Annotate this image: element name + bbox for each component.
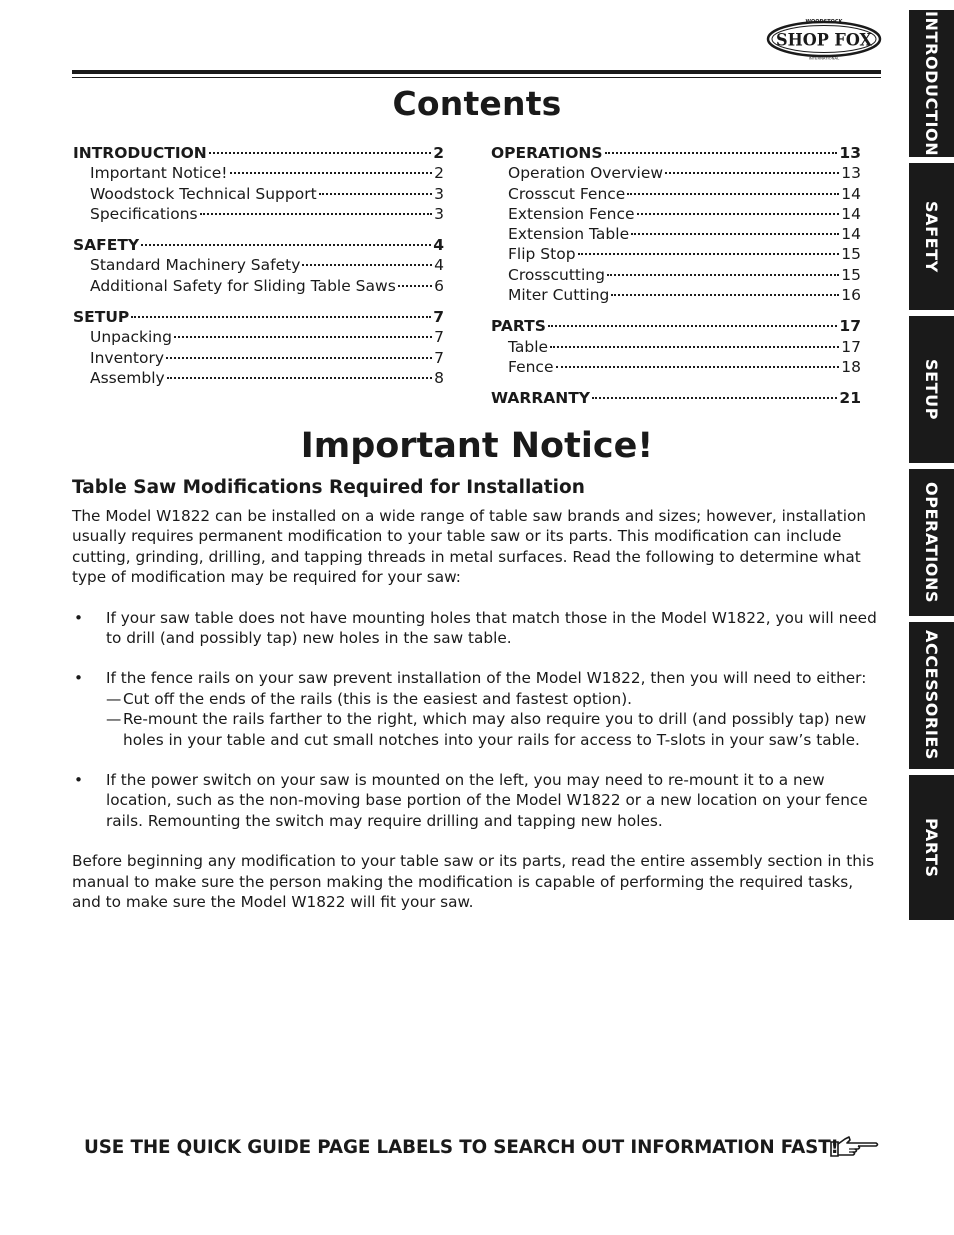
bullet-text: If the fence rails on your saw prevent installation of the Model W1822, then you will need to either: bbox=[106, 669, 867, 688]
dot-leader bbox=[611, 294, 839, 296]
bullet-item bbox=[72, 770, 880, 831]
toc-entry-label: Fence bbox=[508, 357, 554, 376]
notice-body bbox=[72, 506, 880, 913]
shop-fox-logo bbox=[766, 14, 882, 64]
toc-entry-page: 15 bbox=[841, 245, 861, 264]
dot-leader bbox=[174, 336, 432, 338]
toc-entry[interactable] bbox=[73, 184, 444, 204]
toc-entry-label: Additional Safety for Sliding Table Saws bbox=[90, 276, 396, 295]
tab-label: PARTS bbox=[922, 817, 941, 878]
toc-entry-page: 16 bbox=[841, 286, 861, 305]
toc-entry-page: 7 bbox=[434, 348, 444, 367]
tab-label: INTRODUCTION bbox=[922, 10, 941, 157]
toc-heading-label: SAFETY bbox=[73, 236, 140, 255]
sub-item-text: Re-mount the rails farther to the right, which may also require you to drill (and possibly tap) new holes in your table and cut small notches into your rails for access to T-slots in your saw’s table. bbox=[123, 710, 867, 749]
notice-closing: Before beginning any modification to your table saw or its parts, read the entire assembly section in this manual to make sure the person making the modification is capable of performing the required tasks, and to make sure the Model W1822 will fit your saw. bbox=[72, 852, 875, 912]
dot-leader bbox=[637, 213, 840, 215]
pointing-hand-icon bbox=[828, 1134, 880, 1160]
tab-introduction[interactable] bbox=[909, 10, 954, 157]
notice-title: Important Notice! bbox=[300, 426, 654, 466]
toc-heading-label: OPERATIONS bbox=[491, 144, 603, 162]
tab-safety[interactable] bbox=[909, 163, 954, 310]
header-rule bbox=[72, 70, 881, 74]
toc-entry-label: Woodstock Technical Support bbox=[90, 184, 317, 203]
toc-heading[interactable] bbox=[73, 143, 444, 163]
contents-title: Contents bbox=[392, 84, 562, 123]
toc-entry-label: Table bbox=[508, 337, 549, 356]
toc-heading[interactable] bbox=[491, 388, 861, 408]
toc-section bbox=[491, 316, 861, 377]
dot-leader bbox=[302, 264, 432, 266]
dot-leader bbox=[166, 357, 432, 359]
dot-leader bbox=[548, 325, 838, 327]
dot-leader bbox=[550, 346, 839, 348]
toc-entry-label: Flip Stop bbox=[508, 245, 576, 264]
toc-entry-page: 13 bbox=[841, 164, 861, 183]
sub-item-text: Cut off the ends of the rails (this is the easiest and fastest option). bbox=[123, 689, 633, 708]
toc-entry-page: 14 bbox=[841, 204, 861, 223]
dot-leader bbox=[631, 233, 839, 235]
toc-entry-page: 6 bbox=[434, 276, 444, 295]
dot-leader bbox=[167, 377, 432, 379]
dot-leader bbox=[319, 193, 432, 195]
toc-entry[interactable] bbox=[491, 224, 861, 244]
toc-entry-label: Extension Fence bbox=[508, 204, 635, 223]
toc-heading-label: SETUP bbox=[73, 308, 130, 327]
toc-entry[interactable] bbox=[491, 244, 861, 264]
dash-mark: — bbox=[106, 689, 122, 708]
toc-heading-label: PARTS bbox=[491, 317, 546, 336]
toc-entry[interactable] bbox=[491, 357, 861, 377]
toc-left-column bbox=[73, 143, 444, 399]
dot-leader bbox=[131, 316, 431, 318]
toc-entry-page: 7 bbox=[434, 328, 444, 347]
logo-text: SHOP FOX bbox=[776, 30, 873, 51]
dot-leader bbox=[605, 152, 838, 154]
tab-parts[interactable] bbox=[909, 775, 954, 920]
toc-entry-page: 2 bbox=[434, 164, 444, 183]
toc-entry-page: 15 bbox=[841, 265, 861, 284]
toc-entry[interactable] bbox=[73, 163, 444, 183]
notice-intro: The Model W1822 can be installed on a wide range of table saw brands and sizes; however, installation usually requires permanent modification to your table saw or its parts. This modification can include cutting, grinding, drilling, and tapping threads in metal surfaces. Read the following to determine what type of modification may be required for your saw: bbox=[72, 507, 867, 587]
dot-leader bbox=[578, 253, 840, 255]
bullet-item bbox=[72, 668, 880, 750]
toc-entry-label: Miter Cutting bbox=[508, 286, 610, 305]
bullet-text: If your saw table does not have mounting holes that match those in the Model W1822, you will need to drill (and possibly tap) new holes in the saw table. bbox=[106, 608, 877, 648]
dot-leader bbox=[665, 172, 839, 174]
toc-heading-label: INTRODUCTION bbox=[73, 144, 207, 162]
dot-leader bbox=[200, 213, 433, 215]
toc-heading[interactable] bbox=[491, 316, 861, 336]
logo-arc-bottom: INTERNATIONAL bbox=[808, 55, 840, 61]
toc-section bbox=[491, 388, 861, 408]
toc-entry[interactable] bbox=[491, 285, 861, 305]
dash-mark: — bbox=[106, 710, 122, 729]
toc-section bbox=[73, 143, 444, 224]
toc-entry[interactable] bbox=[73, 204, 444, 224]
toc-entry-label: Standard Machinery Safety bbox=[90, 256, 301, 275]
bullet-mark: • bbox=[74, 771, 84, 790]
dot-leader bbox=[556, 366, 840, 368]
bullet-text: If the power switch on your saw is mounted on the left, you may need to re-mount it to a new location, such as the non-moving base portion of the Model W1822 or a new location on your fence rails. Remounting the switch may require drilling and tapping new holes. bbox=[106, 771, 868, 830]
toc-entry-page: 18 bbox=[841, 357, 861, 376]
tab-accessories[interactable] bbox=[909, 622, 954, 769]
toc-entry-label: Crosscutting bbox=[508, 265, 605, 284]
bullet-mark: • bbox=[74, 669, 84, 688]
quick-guide-note: USE THE QUICK GUIDE PAGE LABELS TO SEARCH OUT INFORMATION FAST! bbox=[84, 1137, 839, 1158]
toc-entry-label: Important Notice! bbox=[90, 164, 228, 183]
toc-heading-page: 21 bbox=[839, 389, 861, 408]
tab-label: ACCESSORIES bbox=[922, 630, 941, 761]
toc-entry[interactable] bbox=[491, 184, 861, 204]
toc-heading[interactable] bbox=[491, 143, 861, 163]
header-rule-thin bbox=[72, 77, 881, 78]
tab-label: SETUP bbox=[922, 358, 941, 421]
toc-entry[interactable] bbox=[73, 255, 444, 275]
toc-heading[interactable] bbox=[73, 307, 444, 327]
toc-entry[interactable] bbox=[491, 265, 861, 285]
toc-entry[interactable] bbox=[73, 348, 444, 368]
toc-heading[interactable] bbox=[73, 235, 444, 255]
toc-entry-label: Operation Overview bbox=[508, 164, 664, 183]
toc-entry[interactable] bbox=[73, 368, 444, 388]
dot-leader bbox=[592, 397, 837, 399]
toc-entry-page: 3 bbox=[434, 184, 444, 203]
toc-entry-page: 3 bbox=[434, 204, 444, 223]
toc-heading-page: 13 bbox=[839, 144, 861, 162]
bullet-item bbox=[72, 608, 880, 649]
toc-entry-page: 14 bbox=[841, 225, 861, 244]
dot-leader bbox=[627, 193, 839, 195]
toc-entry-label: Specifications bbox=[90, 204, 198, 223]
toc-entry-label: Crosscut Fence bbox=[508, 184, 626, 203]
toc-entry-page: 14 bbox=[841, 184, 861, 203]
dot-leader bbox=[209, 152, 431, 154]
toc-entry[interactable] bbox=[491, 337, 861, 357]
toc-heading-label: WARRANTY bbox=[491, 389, 591, 408]
toc-entry-label: Assembly bbox=[90, 368, 165, 387]
toc-entry[interactable] bbox=[73, 276, 444, 296]
toc-section bbox=[73, 235, 444, 296]
dot-leader bbox=[398, 285, 432, 287]
tab-setup[interactable] bbox=[909, 316, 954, 463]
dot-leader bbox=[607, 274, 839, 276]
dot-leader bbox=[230, 172, 433, 174]
notice-subtitle: Table Saw Modifications Required for Installation bbox=[72, 477, 585, 498]
sub-item bbox=[106, 709, 880, 750]
logo-arc-top: WOODSTOCK bbox=[805, 19, 843, 25]
tab-label: OPERATIONS bbox=[922, 481, 941, 604]
toc-heading-page: 7 bbox=[433, 308, 444, 327]
toc-right-column bbox=[491, 143, 861, 420]
toc-entry-page: 17 bbox=[841, 337, 861, 356]
tab-operations[interactable] bbox=[909, 469, 954, 616]
toc-entry-label: Inventory bbox=[90, 348, 165, 367]
toc-entry-page: 8 bbox=[434, 368, 444, 387]
toc-section bbox=[73, 307, 444, 388]
toc-section bbox=[491, 143, 861, 305]
sub-item bbox=[106, 689, 880, 709]
dot-leader bbox=[141, 244, 431, 246]
toc-heading-page: 2 bbox=[433, 144, 444, 162]
toc-entry[interactable] bbox=[491, 163, 861, 183]
tab-label: SAFETY bbox=[922, 200, 941, 273]
toc-entry-page: 4 bbox=[434, 256, 444, 275]
toc-entry[interactable] bbox=[73, 327, 444, 347]
toc-entry[interactable] bbox=[491, 204, 861, 224]
toc-entry-label: Extension Table bbox=[508, 225, 630, 244]
toc-heading-page: 17 bbox=[839, 317, 861, 336]
toc-heading-page: 4 bbox=[433, 236, 444, 255]
bullet-mark: • bbox=[74, 608, 84, 627]
toc-entry-label: Unpacking bbox=[90, 328, 172, 347]
